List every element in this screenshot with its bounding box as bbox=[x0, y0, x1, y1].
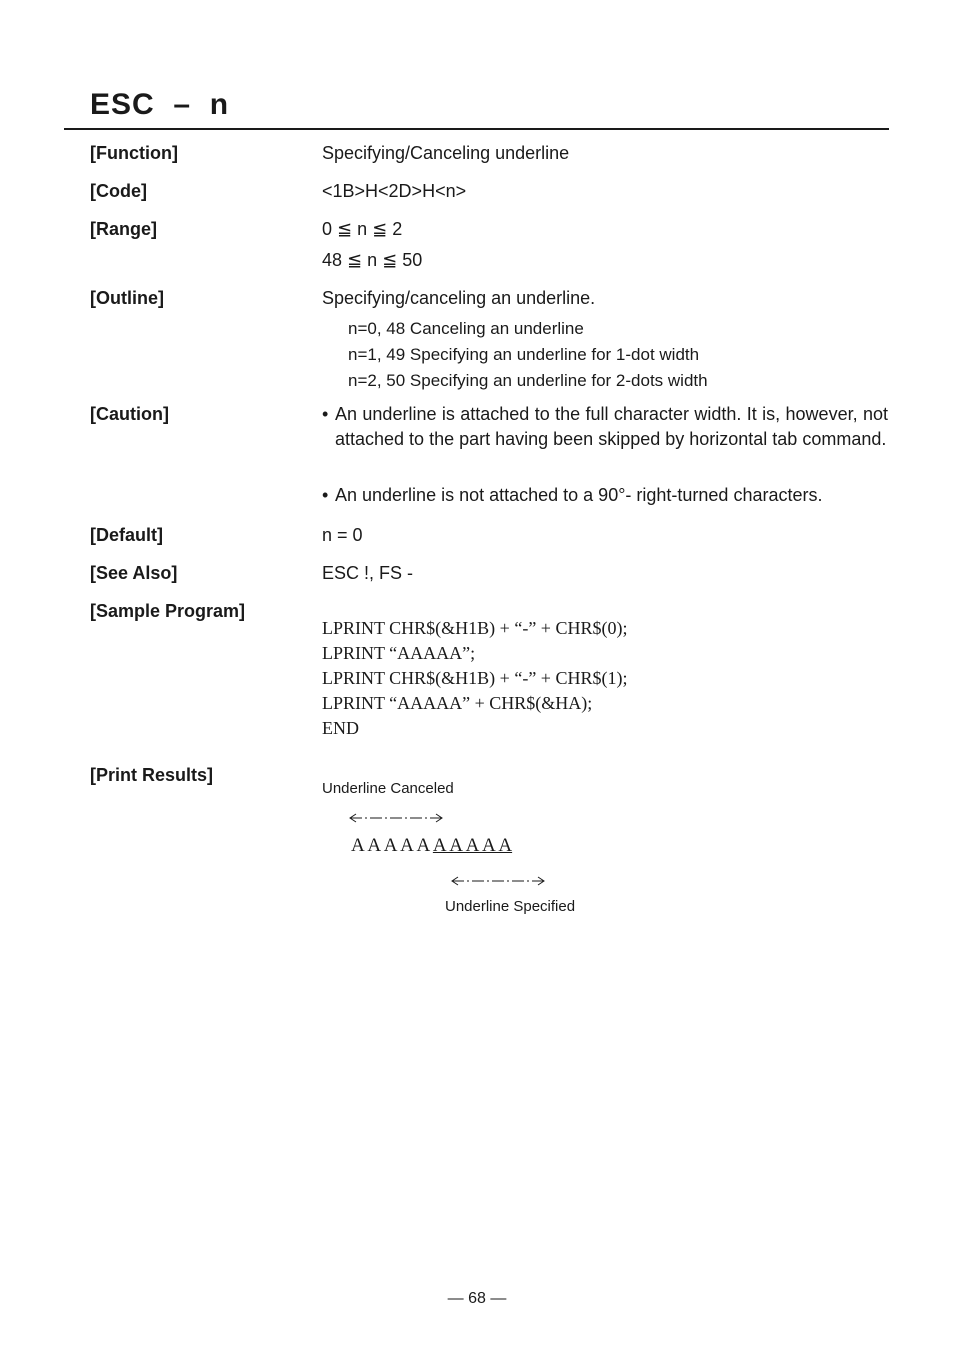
title-rule bbox=[64, 128, 889, 130]
code-line: LPRINT CHR$(&H1B) + “-” + CHR$(1); bbox=[322, 668, 628, 688]
function-value: Specifying/Canceling underline bbox=[322, 143, 570, 163]
outline-label: [Outline] bbox=[90, 288, 164, 308]
caution-text: An underline is attached to the full character width. It is, however, not attached to the part having been skipped by horizontal tab command. bbox=[335, 404, 888, 449]
sample-program-label: [Sample Program] bbox=[90, 601, 246, 621]
code-line: LPRINT “AAAAA” + CHR$(&HA); bbox=[322, 693, 593, 713]
code-label: [Code] bbox=[90, 181, 147, 201]
function-label: [Function] bbox=[90, 143, 178, 163]
default-label: [Default] bbox=[90, 525, 163, 545]
range-value-1: 0 ≦ n ≦ 2 bbox=[322, 219, 403, 239]
underlined-text: A A A A A bbox=[432, 835, 513, 856]
plain-text: A A A A A bbox=[351, 835, 433, 856]
outline-main: Specifying/canceling an underline. bbox=[322, 288, 596, 308]
page-title: ESC – n bbox=[90, 88, 230, 121]
caution-item bbox=[322, 483, 888, 508]
outline-item: n=2, 50 Specifying an underline for 2-dots width bbox=[348, 371, 708, 390]
double-arrow-icon bbox=[348, 812, 444, 824]
default-value: n = 0 bbox=[322, 525, 363, 545]
outline-item: n=1, 49 Specifying an underline for 1-dot width bbox=[348, 345, 700, 364]
code-value: <1B>H<2D>H<n> bbox=[322, 181, 467, 201]
underline-specified-label: Underline Specified bbox=[445, 898, 576, 915]
range-label: [Range] bbox=[90, 219, 157, 239]
double-arrow-icon bbox=[450, 875, 546, 887]
underline-canceled-label: Underline Canceled bbox=[322, 780, 454, 797]
see-also-label: [See Also] bbox=[90, 563, 178, 583]
print-results-label: [Print Results] bbox=[90, 765, 214, 785]
see-also-value: ESC !, FS - bbox=[322, 563, 414, 583]
page-number: — 68 — bbox=[447, 1290, 507, 1307]
code-line: END bbox=[322, 718, 359, 738]
caution-text: An underline is not attached to a 90°- right-turned characters. bbox=[335, 485, 823, 505]
bullet: • bbox=[322, 404, 329, 424]
bullet: • bbox=[322, 485, 329, 505]
caution-label: [Caution] bbox=[90, 404, 169, 424]
outline-item: n=0, 48 Canceling an underline bbox=[348, 319, 584, 338]
code-line: LPRINT CHR$(&H1B) + “-” + CHR$(0); bbox=[322, 618, 628, 638]
caution-item bbox=[322, 402, 888, 452]
print-sample bbox=[351, 835, 512, 857]
range-value-2: 48 ≦ n ≦ 50 bbox=[322, 250, 423, 270]
code-line: LPRINT “AAAAA”; bbox=[322, 643, 476, 663]
